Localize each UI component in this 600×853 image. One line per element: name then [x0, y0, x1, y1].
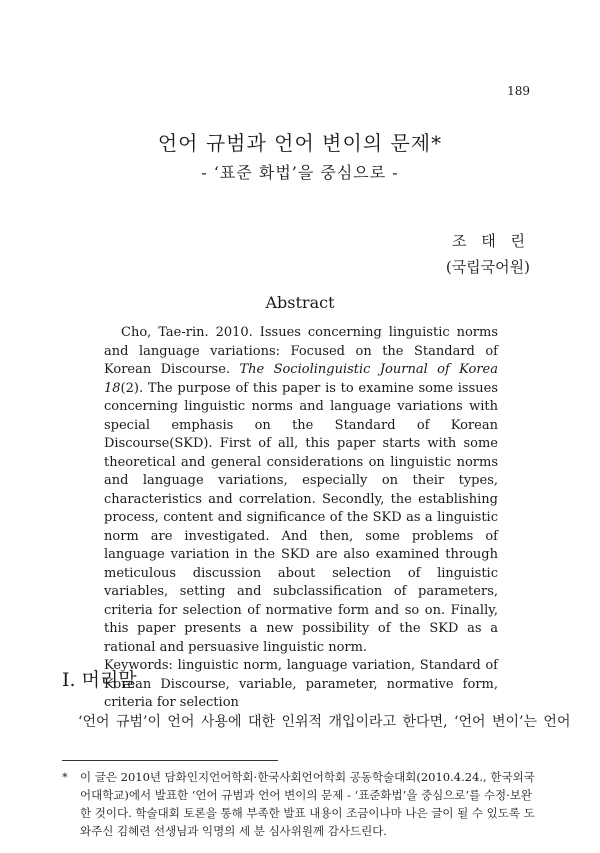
paper-title: 언어 규범과 언어 변이의 문제*: [157, 131, 443, 155]
abstract-body: [104, 324, 498, 713]
author-block: [446, 228, 530, 280]
footnote-divider: [62, 760, 278, 761]
author-affiliation: (국립국어원): [445, 258, 530, 276]
journal-name: The Sociolinguistic Journal of Korea 18: [104, 362, 499, 396]
abstract-citation: Cho, Tae-rin. 2010. Issues concerning linguistic norms and language variations: Focused on the Standard of Korean Discourse.: [104, 325, 498, 377]
author-name: 조 태 린: [451, 232, 530, 250]
abstract-text: (2). The purpose of this paper is to examine some issues concerning linguistic norms and language variations with special emphasis on the Standard of Korean Discourse(SKD). First of all, this paper starts with some theoretical and general considerations on linguistic norms and language variations, especially on their types, characteristics and correlation. Secondly, the establishing process, content and significance of the SKD as a linguistic norm are investigated. And then, some problems of language variation in the SKD are also examined through meticulous discussion about selection of linguistic variables, setting and subclassification of parameters, criteria for selection of normative form and so on. Finally, this paper presents a new possibility of the SKD as a rational and persuasive linguistic norm.: [104, 380, 498, 655]
abstract-keywords: Keywords: linguistic norm, language variation, Standard of Korean Discourse, variable, parameter, normative form, criteria for selection: [104, 658, 498, 710]
body-text: ‘언어 규범’이 언어 사용에 대한 인위적 개입이라고 한다면, ‘언어 변이’는 언어: [78, 714, 571, 730]
abstract-paragraph: [104, 324, 498, 657]
footnote: [62, 768, 538, 840]
paper-subtitle: - ‘표준 화법’을 중심으로 -: [201, 163, 399, 182]
footnote-text: 이 글은 2010년 담화인지언어학회·한국사회언어학회 공동학술대회(2010.4.24., 한국외국어대학교)에서 발표한 ‘언어 규범과 언어 변이의 문제 - ‘표준화법’을 중심으로’를 수정·보완한 것이다. 학술대회 토론을 통해 부족한 발표 내용이 조금이나마 나은 글이 될 수 있도록 도와주신 김혜련 선생님과 익명의 세 분 심사위원께 감사드린다.: [80, 770, 535, 838]
abstract-heading: Abstract: [265, 293, 335, 312]
footnote-mark: *: [62, 770, 68, 784]
section-heading: I. 머리말: [62, 669, 137, 691]
page-number: 189: [507, 84, 530, 98]
